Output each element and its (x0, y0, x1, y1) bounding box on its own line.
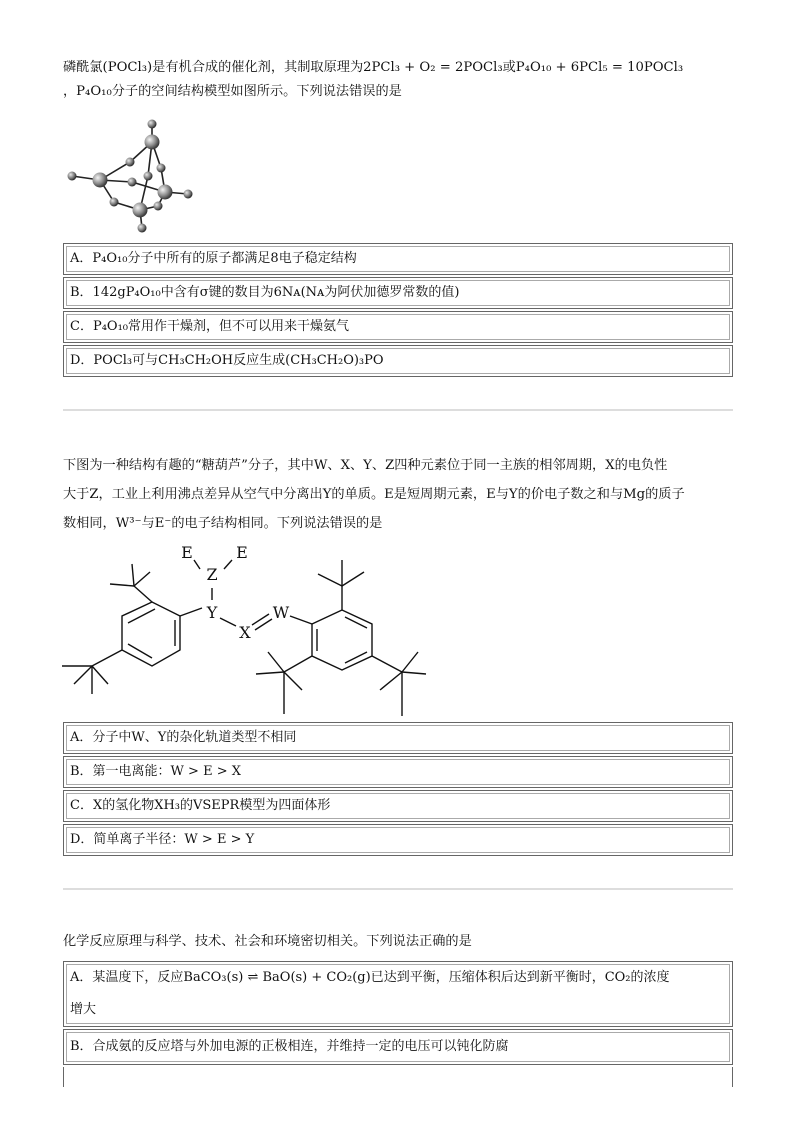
p4o10-ball-stick-model (64, 112, 200, 236)
q3-option-a-line1: A．某温度下，反应BaCO₃(s) ⇌ BaO(s) + CO₂(g)已达到平衡，压缩体积后达到新平衡时，CO₂的浓度 (70, 970, 670, 985)
tanghulu-molecule-structure (62, 542, 446, 718)
phosphorus-atom-top (145, 135, 160, 150)
oxygen-atom (157, 164, 166, 173)
q2-stem-line2: 大于Z，工业上利用沸点差异从空气中分离出Y的单质。E是短周期元素，E与Y的价电子数之和与Mg的质子 (63, 487, 685, 502)
q3-option-a[interactable] (63, 961, 733, 1027)
oxygen-atom (154, 202, 163, 211)
q1-options (63, 243, 733, 377)
q1-stem-line1: 磷酰氯(POCl₃)是有机合成的催化剂，其制取原理为2PCl₃ + O₂ = 2POCl₃或P₄O₁₀ + 6PCl₅ = 10POCl₃ (63, 60, 684, 75)
atom-label-x: X (239, 623, 251, 642)
question-3-stem (63, 930, 733, 954)
oxygen-atom (68, 172, 77, 181)
q1-option-d[interactable]: D．POCl₃可与CH₃CH₂OH反应生成(CH₃CH₂O)₃PO (63, 345, 733, 377)
q1-stem-line2: ，P₄O₁₀分子的空间结构模型如图所示。下列说法错误的是 (63, 84, 402, 99)
oxygen-atom (128, 178, 137, 187)
question-divider (63, 409, 733, 411)
q2-option-b[interactable]: B．第一电离能：W > E > X (63, 756, 733, 788)
q2-stem-line3: 数相同，W³⁻与E⁻的电子结构相同。下列说法错误的是 (63, 516, 383, 531)
q1-option-b[interactable]: B．142gP₄O₁₀中含有σ键的数目为6Nᴀ(Nᴀ为阿伏加德罗常数的值) (63, 277, 733, 309)
phosphorus-atom-left (93, 173, 108, 188)
oxygen-atom (110, 198, 119, 207)
q3-option-c-partial-box (63, 1067, 733, 1087)
oxygen-atom (126, 158, 135, 167)
phosphorus-atom-right (158, 185, 173, 200)
q3-option-b[interactable]: B．合成氨的反应塔与外加电源的正极相连，并维持一定的电压可以钝化防腐 (63, 1029, 733, 1065)
question-2-stem (63, 451, 733, 538)
atom-label-y: Y (206, 603, 218, 622)
q2-option-a[interactable]: A．分子中W、Y的杂化轨道类型不相同 (63, 722, 733, 754)
q2-option-d[interactable]: D．简单离子半径：W > E > Y (63, 824, 733, 856)
atom-label-z: Z (206, 565, 218, 584)
oxygen-atom (144, 172, 153, 181)
question-divider (63, 888, 733, 890)
q2-options (63, 722, 733, 856)
q1-option-c[interactable]: C．P₄O₁₀常用作干燥剂，但不可以用来干燥氨气 (63, 311, 733, 343)
q3-options (63, 961, 733, 1087)
q3-stem-line1: 化学反应原理与科学、技术、社会和环境密切相关。下列说法正确的是 (63, 934, 472, 949)
atom-label-e-right: E (236, 543, 248, 562)
q2-stem-line1: 下图为一种结构有趣的“糖葫芦”分子，其中W、X、Y、Z四种元素位于同一主族的相邻周期，X的电负性 (63, 458, 668, 473)
q2-option-c[interactable]: C．X的氢化物XH₃的VSEPR模型为四面体形 (63, 790, 733, 822)
phosphorus-atom-bottom (133, 203, 148, 218)
oxygen-atom (148, 120, 157, 129)
atom-label-w: W (272, 603, 290, 622)
oxygen-atom (138, 224, 147, 233)
oxygen-atom (184, 190, 193, 199)
question-1-stem (63, 56, 733, 104)
q3-option-a-line2: 增大 (70, 1002, 97, 1017)
q1-option-a[interactable]: A．P₄O₁₀分子中所有的原子都满足8电子稳定结构 (63, 243, 733, 275)
atom-label-e-left: E (181, 543, 193, 562)
